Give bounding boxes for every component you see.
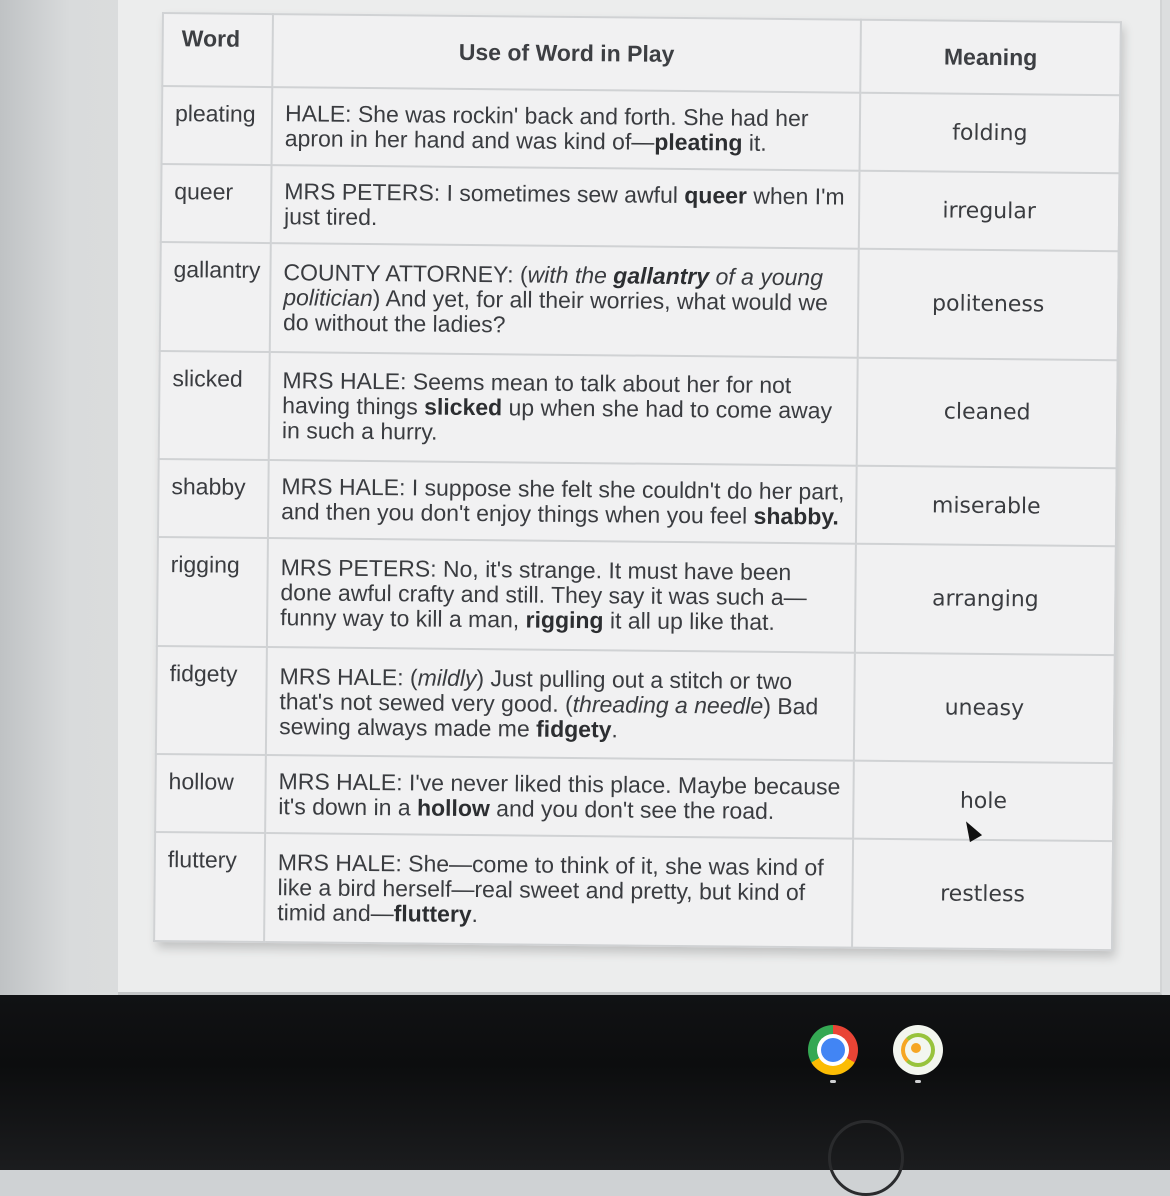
- running-indicator: [830, 1080, 836, 1083]
- word-cell: fluttery: [154, 832, 265, 942]
- word-cell: pleating: [162, 86, 273, 165]
- quote-text: COUNTY ATTORNEY: (: [283, 259, 528, 288]
- highlighted-word: fluttery: [393, 900, 472, 928]
- quote-text: ) Just pulling out a stitch or two that's not sewed very good. (: [279, 664, 793, 717]
- chrome-icon[interactable]: [808, 1025, 858, 1075]
- highlighted-word: hollow: [416, 794, 490, 822]
- use-cell: [265, 755, 854, 839]
- quote-text: mildly: [417, 664, 477, 691]
- use-cell: [266, 647, 855, 761]
- app-icon[interactable]: [893, 1025, 943, 1075]
- use-cell: [270, 243, 859, 357]
- quote-text: MRS HALE: She—come to think of it, she was kind of like a bird herself—real sweet and pretty, but kind of timid and—: [277, 849, 824, 927]
- quote-text: MRS PETERS: I sometimes sew awful: [284, 178, 685, 209]
- quote-text: MRS PETERS: No, it's strange. It must have been done awful crafty and still. They say it was such a—funny way to kill a man,: [280, 554, 807, 633]
- quote-text: HALE: She was rockin' back and forth. She had her apron in her hand and was kind of—: [284, 100, 809, 155]
- highlighted-word: shabby.: [753, 502, 839, 530]
- quote-text: MRS HALE: I suppose she felt she couldn't do her part, and then you don't enjoy things when you feel: [281, 473, 845, 529]
- use-cell: [272, 87, 861, 171]
- meaning-cell: cleaned: [857, 357, 1118, 468]
- highlighted-word: slicked: [424, 393, 503, 421]
- use-cell: [267, 538, 856, 652]
- table-row: [159, 351, 1118, 469]
- word-cell: shabby: [158, 459, 269, 538]
- quote-text: MRS HALE: (: [279, 662, 418, 691]
- meaning-cell: politeness: [858, 249, 1119, 360]
- highlighted-word: gallantry: [613, 262, 710, 290]
- word-cell: rigging: [157, 537, 268, 647]
- header-row: [162, 13, 1121, 95]
- word-cell: slicked: [159, 351, 270, 461]
- table-row: [156, 646, 1115, 764]
- highlighted-word: queer: [684, 182, 748, 209]
- meaning-cell: uneasy: [854, 652, 1115, 763]
- header-use: Use of Word in Play: [272, 14, 861, 93]
- vocabulary-table-card: [153, 12, 1120, 951]
- word-cell: queer: [161, 164, 272, 243]
- highlighted-word: fidgety: [535, 715, 612, 742]
- word-cell: gallantry: [160, 242, 271, 352]
- meaning-cell: hole: [853, 761, 1114, 842]
- table-row: [162, 86, 1121, 173]
- table-row: [161, 164, 1120, 251]
- hp-logo-icon: [828, 1120, 904, 1196]
- quote-text: MRS HALE: I've never liked this place. Maybe because it's down in a: [278, 768, 841, 821]
- quote-text: of a young politician: [283, 263, 824, 311]
- quote-text: .: [611, 715, 618, 742]
- table-row: [160, 242, 1119, 360]
- table-row: [157, 537, 1116, 655]
- quote-text: ) And yet, for all their worries, what would we do without the ladies?: [282, 284, 828, 338]
- header-meaning: Meaning: [860, 20, 1121, 95]
- meaning-cell: folding: [860, 93, 1121, 174]
- quote-text: up when she had to come away in such a hurry.: [281, 394, 833, 446]
- meaning-cell: arranging: [855, 544, 1116, 655]
- meaning-cell: miserable: [856, 466, 1117, 547]
- use-cell: [264, 833, 853, 947]
- vocabulary-table: [153, 12, 1122, 951]
- table-row: [158, 459, 1117, 546]
- meaning-cell: irregular: [859, 171, 1120, 252]
- highlighted-word: rigging: [525, 606, 604, 634]
- quote-text: it.: [742, 129, 767, 156]
- quote-text: when I'm just tired.: [283, 182, 845, 231]
- taskbar: [0, 995, 1170, 1170]
- header-word: Word: [162, 13, 273, 87]
- use-cell: [271, 165, 860, 249]
- meaning-cell: restless: [852, 839, 1113, 950]
- quote-text: threading a needle: [572, 690, 764, 719]
- quote-text: and you don't see the road.: [489, 795, 775, 825]
- table-row: [154, 832, 1113, 950]
- quote-text: ) Bad sewing always made me: [279, 692, 819, 742]
- word-cell: fidgety: [156, 646, 267, 756]
- word-cell: hollow: [155, 754, 266, 833]
- quote-text: MRS HALE: Seems mean to talk about her for not having things: [282, 367, 792, 420]
- highlighted-word: pleating: [654, 128, 743, 156]
- running-indicator: [915, 1080, 921, 1083]
- quote-text: .: [471, 901, 479, 928]
- quote-text: it all up like that.: [603, 607, 776, 635]
- use-cell: [269, 352, 858, 466]
- quote-text: with the: [527, 261, 614, 289]
- use-cell: [268, 460, 857, 544]
